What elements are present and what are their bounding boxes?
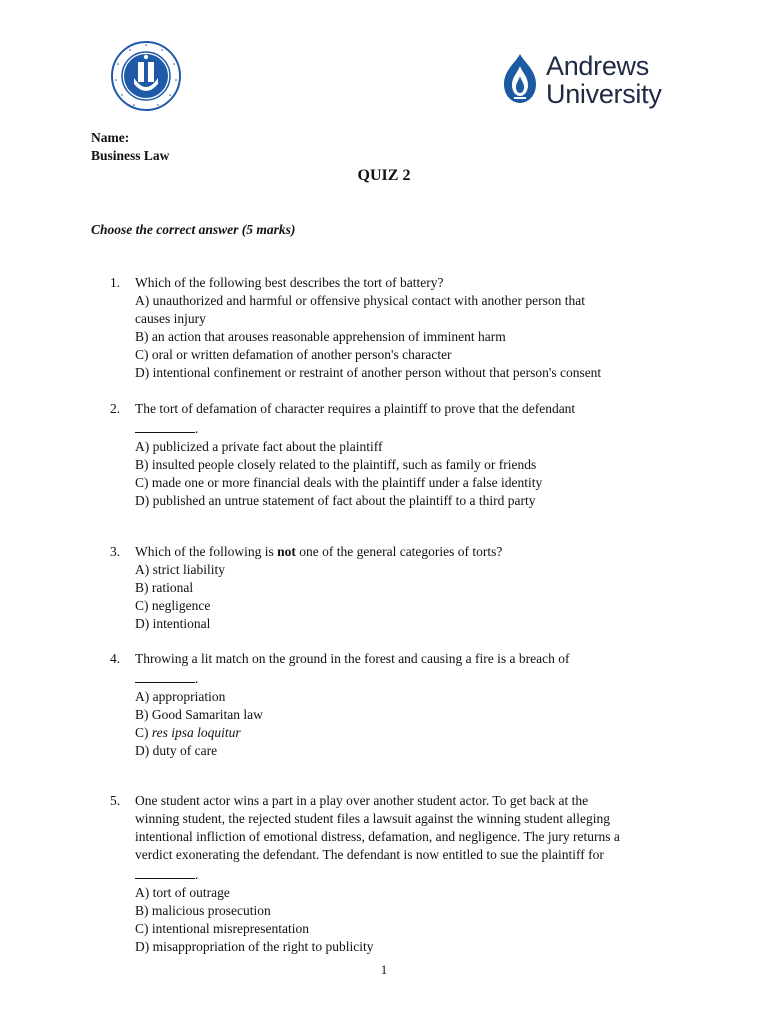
blank-suffix: . (195, 671, 199, 686)
question-4 (110, 650, 690, 760)
option-b: B) Good Samaritan law (135, 707, 263, 722)
question-number: 3. (110, 544, 121, 559)
answer-blank (135, 418, 195, 433)
question-text: Throwing a lit match on the ground in the forest and causing a fire is a breach of (135, 651, 570, 666)
option-b: B) malicious prosecution (135, 903, 271, 918)
option-a-continued: causes injury (135, 311, 206, 326)
seal-bottom-text (182, 40, 183, 41)
option-b: B) rational (135, 580, 194, 595)
question-number: 1. (110, 275, 121, 290)
seal-ring-text (182, 40, 183, 41)
option-a: A) appropriation (135, 689, 226, 704)
question-text-line-4: verdict exonerating the defendant. The defendant is now entitled to sue the plaintiff for (135, 847, 604, 862)
logo-word-andrews: Andrews (546, 51, 649, 81)
question-text-pre: Which of the following is (135, 544, 278, 559)
question-1 (110, 274, 690, 382)
page-number: 1 (380, 962, 388, 977)
question-text: The tort of defamation of character requires a plaintiff to prove that the defendant (135, 401, 576, 416)
option-a: A) strict liability (135, 562, 225, 577)
option-a: A) unauthorized and harmful or offensive physical contact with another person that (135, 293, 585, 308)
option-c-prefix: C) (135, 725, 152, 740)
university-seal-icon (110, 40, 182, 112)
question-text-post: one of the general categories of torts? (295, 544, 503, 559)
answer-blank-line (135, 418, 690, 438)
option-c: C) made one or more financial deals with the plaintiff under a false identity (135, 475, 543, 490)
flame-icon (502, 52, 538, 104)
instructions: Choose the correct answer (5 marks) (91, 222, 296, 237)
answer-blank-line (135, 668, 690, 688)
question-text-line-3: intentional infliction of emotional distress, defamation, and negligence. The jury returns a (135, 829, 620, 844)
option-c: C) oral or written defamation of another person's character (135, 347, 452, 362)
option-d: D) published an untrue statement of fact about the plaintiff to a third party (135, 493, 536, 508)
university-seal-logo (110, 40, 182, 112)
name-label: Name: (91, 130, 130, 145)
option-d: D) intentional confinement or restraint of another person without that person's consent (135, 365, 602, 380)
option-d: D) misappropriation of the right to publicity (135, 939, 374, 954)
option-d: D) intentional (135, 616, 211, 631)
option-c: C) negligence (135, 598, 211, 613)
question-text-emphasis: not (277, 544, 296, 559)
option-a: A) publicized a private fact about the plaintiff (135, 439, 383, 454)
question-text-line-1: One student actor wins a part in a play over another student actor. To get back at the (135, 793, 589, 808)
option-c-latin-term: res ipsa loquitur (151, 725, 241, 740)
answer-blank (135, 668, 195, 683)
option-d: D) duty of care (135, 743, 218, 758)
andrews-university-logo (502, 50, 672, 112)
question-text (135, 543, 690, 561)
blank-suffix: . (195, 421, 199, 436)
option-c (135, 724, 690, 742)
answer-blank-line (135, 864, 690, 884)
blank-suffix: . (195, 867, 199, 882)
question-text-line-2: winning student, the rejected student files a lawsuit against the winning student alleging (135, 811, 611, 826)
option-a: A) tort of outrage (135, 885, 230, 900)
question-3 (110, 543, 690, 633)
question-text: Which of the following best describes the tort of battery? (135, 275, 444, 290)
option-c: C) intentional misrepresentation (135, 921, 309, 936)
question-number: 5. (110, 793, 121, 808)
question-5 (110, 792, 690, 956)
option-b: B) insulted people closely related to the plaintiff, such as family or friends (135, 457, 537, 472)
question-number: 4. (110, 651, 121, 666)
answer-blank (135, 864, 195, 879)
option-b: B) an action that arouses reasonable apprehension of imminent harm (135, 329, 506, 344)
logo-word-university: University (546, 79, 662, 109)
course-name: Business Law (91, 148, 170, 163)
question-2 (110, 400, 690, 510)
question-number: 2. (110, 401, 121, 416)
quiz-title: QUIZ 2 (357, 167, 411, 184)
